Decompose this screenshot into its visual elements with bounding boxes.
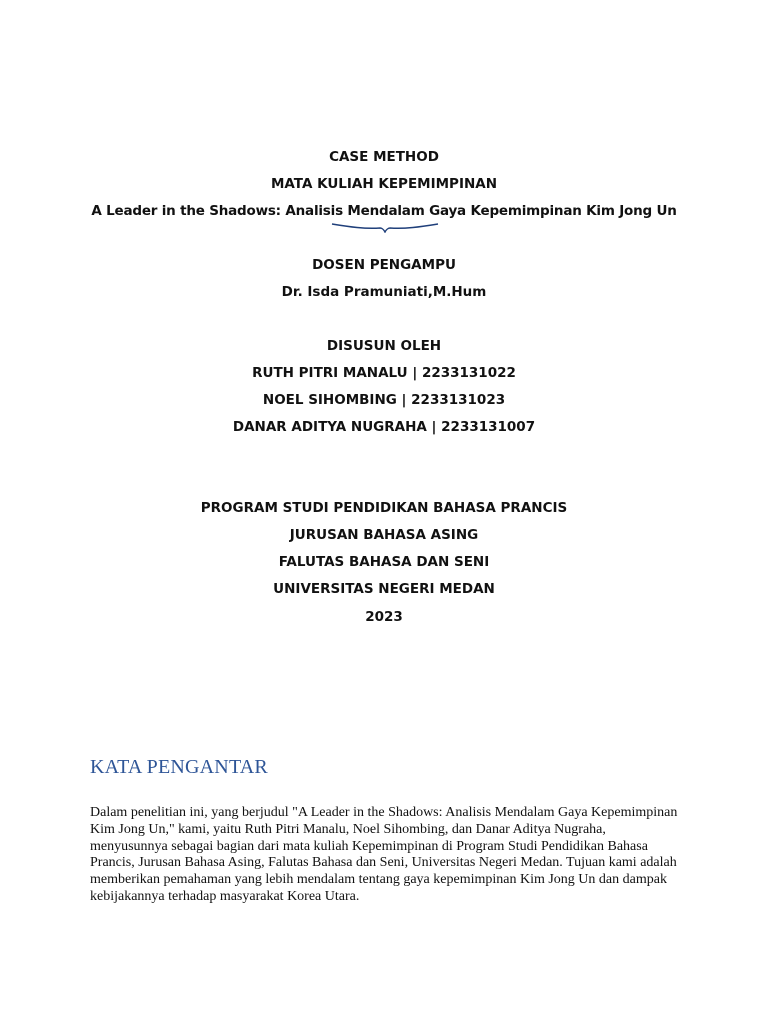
course-name: MATA KULIAH KEPEMIMPINAN — [270, 176, 498, 192]
study-program: PROGRAM STUDI PENDIDIKAN BAHASA PRANCIS — [200, 500, 568, 516]
paper-title: A Leader in the Shadows: Analisis Mendalam Gaya Kepemimpinan Kim Jong Un — [91, 203, 677, 219]
lecturer-heading: DOSEN PENGAMPU — [312, 257, 456, 273]
faculty: FALUTAS BAHASA DAN SENI — [278, 554, 490, 570]
department: JURUSAN BAHASA ASING — [289, 527, 479, 543]
authors-heading: DISUSUN OLEH — [326, 338, 442, 354]
university: UNIVERSITAS NEGERI MEDAN — [273, 581, 495, 597]
author-line: RUTH PITRI MANALU | 2233131022 — [252, 365, 516, 381]
foreword-heading: KATA PENGANTAR — [90, 756, 268, 778]
grammar-squiggle-mark — [330, 219, 440, 233]
year: 2023 — [365, 609, 403, 625]
foreword-paragraph: Dalam penelitian ini, yang berjudul "A Leader in the Shadows: Analisis Mendalam Gaya Kepemimpinan Kim Jong Un," kami, yaitu Ruth Pitri Manalu, Noel Sihombing, dan Danar Aditya Nugraha, menyusunnya sebagai bagian dari mata kuliah Kepemimpinan di Program Studi Pendidikan Bahasa Prancis, Jurusan Bahasa Asing, Falutas Bahasa dan Seni, Universitas Negeri Medan. Tujuan kami adalah memberikan pemahaman yang lebih mendalam tentang gaya kepemimpinan Kim Jong Un dan dampak kebijakannya terhadap masyarakat Korea Utara. — [90, 805, 678, 904]
author-line: DANAR ADITYA NUGRAHA | 2233131007 — [232, 419, 536, 435]
author-line: NOEL SIHOMBING | 2233131023 — [262, 392, 506, 408]
case-method-label: CASE METHOD — [329, 149, 439, 165]
lecturer-name: Dr. Isda Pramuniati,M.Hum — [281, 284, 487, 300]
